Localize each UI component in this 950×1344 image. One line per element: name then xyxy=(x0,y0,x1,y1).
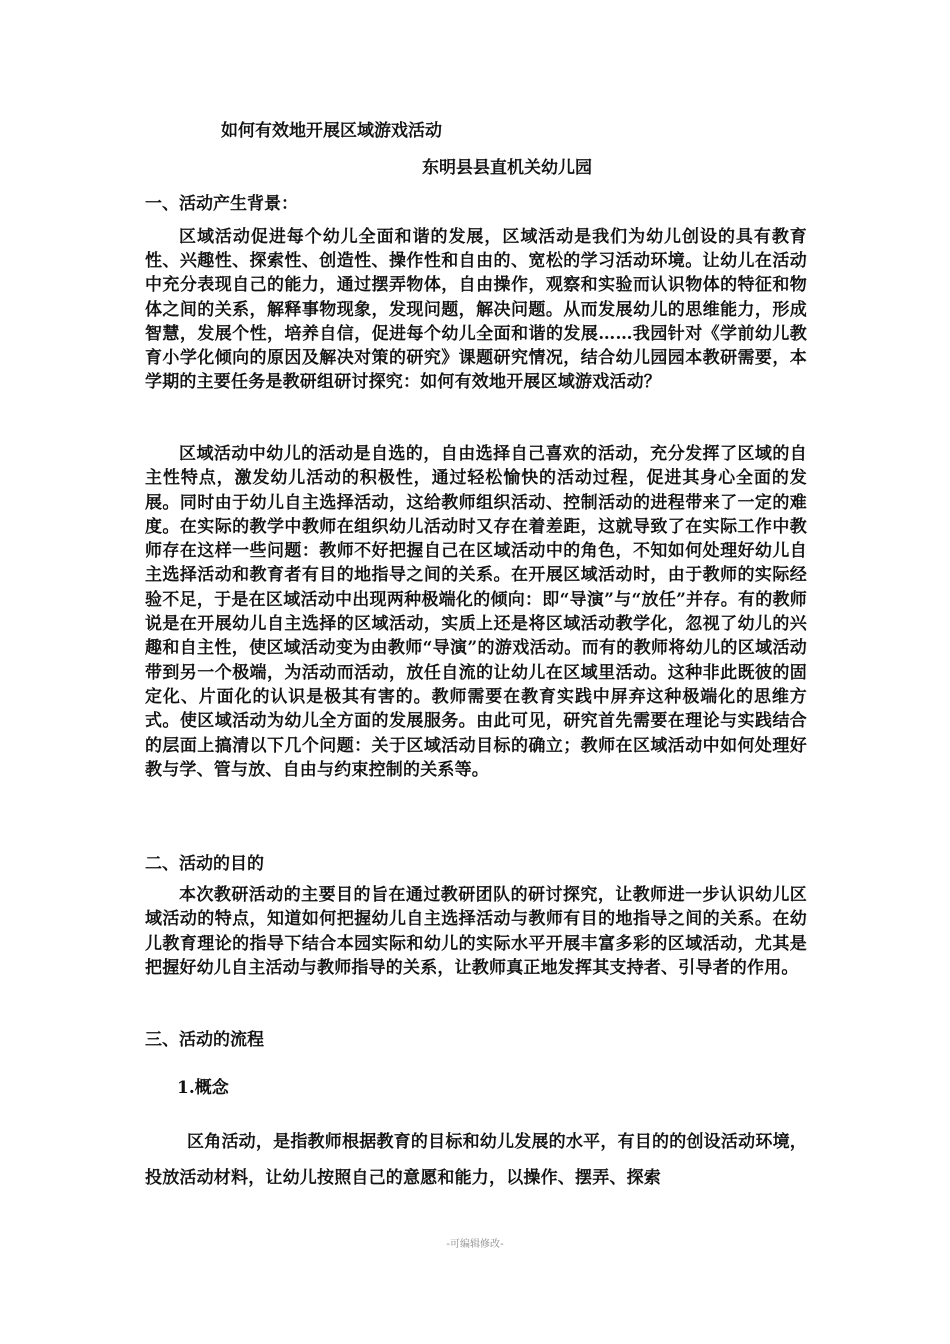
paragraph-background-2: 区域活动中幼儿的活动是自选的，自由选择自己喜欢的活动，充分发挥了区域的自主性特点，激发幼儿活动的积极性，通过轻松愉快的活动过程，促进其身心全面的发展。同时由于幼儿自主选择活动，这给教师组织活动、控制活动的进程带来了一定的难度。在实际的教学中教师在组织幼儿活动时又存在着差距，这就导致了在实际工作中教师存在这样一些问题：教师不好把握自己在区域活动中的角色，不知如何处理好幼儿自主选择活动和教育者有目的地指导之间的关系。在开展区域活动时，由于教师的实际经验不足，于是在区域活动中出现两种极端化的倾向：即“导演”与“放任”并存。有的教师说是在开展幼儿自主选择的区域活动，实质上还是将区域活动教学化，忽视了幼儿的兴趣和自主性，使区域活动变为由教师“导演”的游戏活动。而有的教师将幼儿的区域活动带到另一个极端，为活动而活动，放任自流的让幼儿在区域里活动。这种非此既彼的固定化、片面化的认识是极其有害的。教师需要在教育实践中屏弃这种极端化的思维方式。使区域活动为幼儿全方面的发展服务。由此可见，研究首先需要在理论与实践结合的层面上搞清以下几个问题：关于区域活动目标的确立；教师在区域活动中如何处理好教与学、管与放、自由与约束控制的关系等。 xyxy=(145,444,807,780)
subsection-heading-concept: 1.概念 xyxy=(177,1078,229,1098)
organization-name: 东明县县直机关幼儿园 xyxy=(422,158,592,178)
paragraph-concept: 区角活动，是指教师根据教育的目标和幼儿发展的水平，有目的的创设活动环境，投放活动材料，让幼儿按照自己的意愿和能力，以操作、摆弄、探索 xyxy=(145,1132,807,1188)
paragraph-purpose: 本次教研活动的主要目的旨在通过教研团队的研讨探究，让教师进一步认识幼儿区域活动的特点，知道如何把握幼儿自主选择活动与教师有目的地指导之间的关系。在幼儿教育理论的指导下结合本园实际和幼儿的实际水平开展丰富多彩的区域活动，尤其是把握好幼儿自主活动与教师指导的关系，让教师真正地发挥其支持者、引导者的作用。 xyxy=(145,885,807,979)
page-footer: -可编辑修改- xyxy=(446,1239,504,1250)
section-heading-purpose: 二、活动的目的 xyxy=(145,854,264,874)
paragraph-background-1: 区域活动促进每个幼儿全面和谐的发展，区域活动是我们为幼儿创设的具有教育性、兴趣性、探索性、创造性、操作性和自由的、宽松的学习活动环境。让幼儿在活动中充分表现自己的能力，通过摆弄物体，自由操作，观察和实验而认识物体的特征和物体之间的关系，解释事物现象，发现问题，解决问题。从而发展幼儿的思维能力，形成智慧，发展个性，培养自信，促进每个幼儿全面和谐的发展……我园针对《学前幼儿教育小学化倾向的原因及解决对策的研究》课题研究情况，结合幼儿园园本教研需要，本学期的主要任务是教研组研讨探究：如何有效地开展区域游戏活动？ xyxy=(145,227,807,393)
document-title: 如何有效地开展区域游戏活动 xyxy=(221,121,442,141)
section-heading-background: 一、活动产生背景： xyxy=(145,194,298,214)
section-heading-process: 三、活动的流程 xyxy=(145,1030,264,1050)
